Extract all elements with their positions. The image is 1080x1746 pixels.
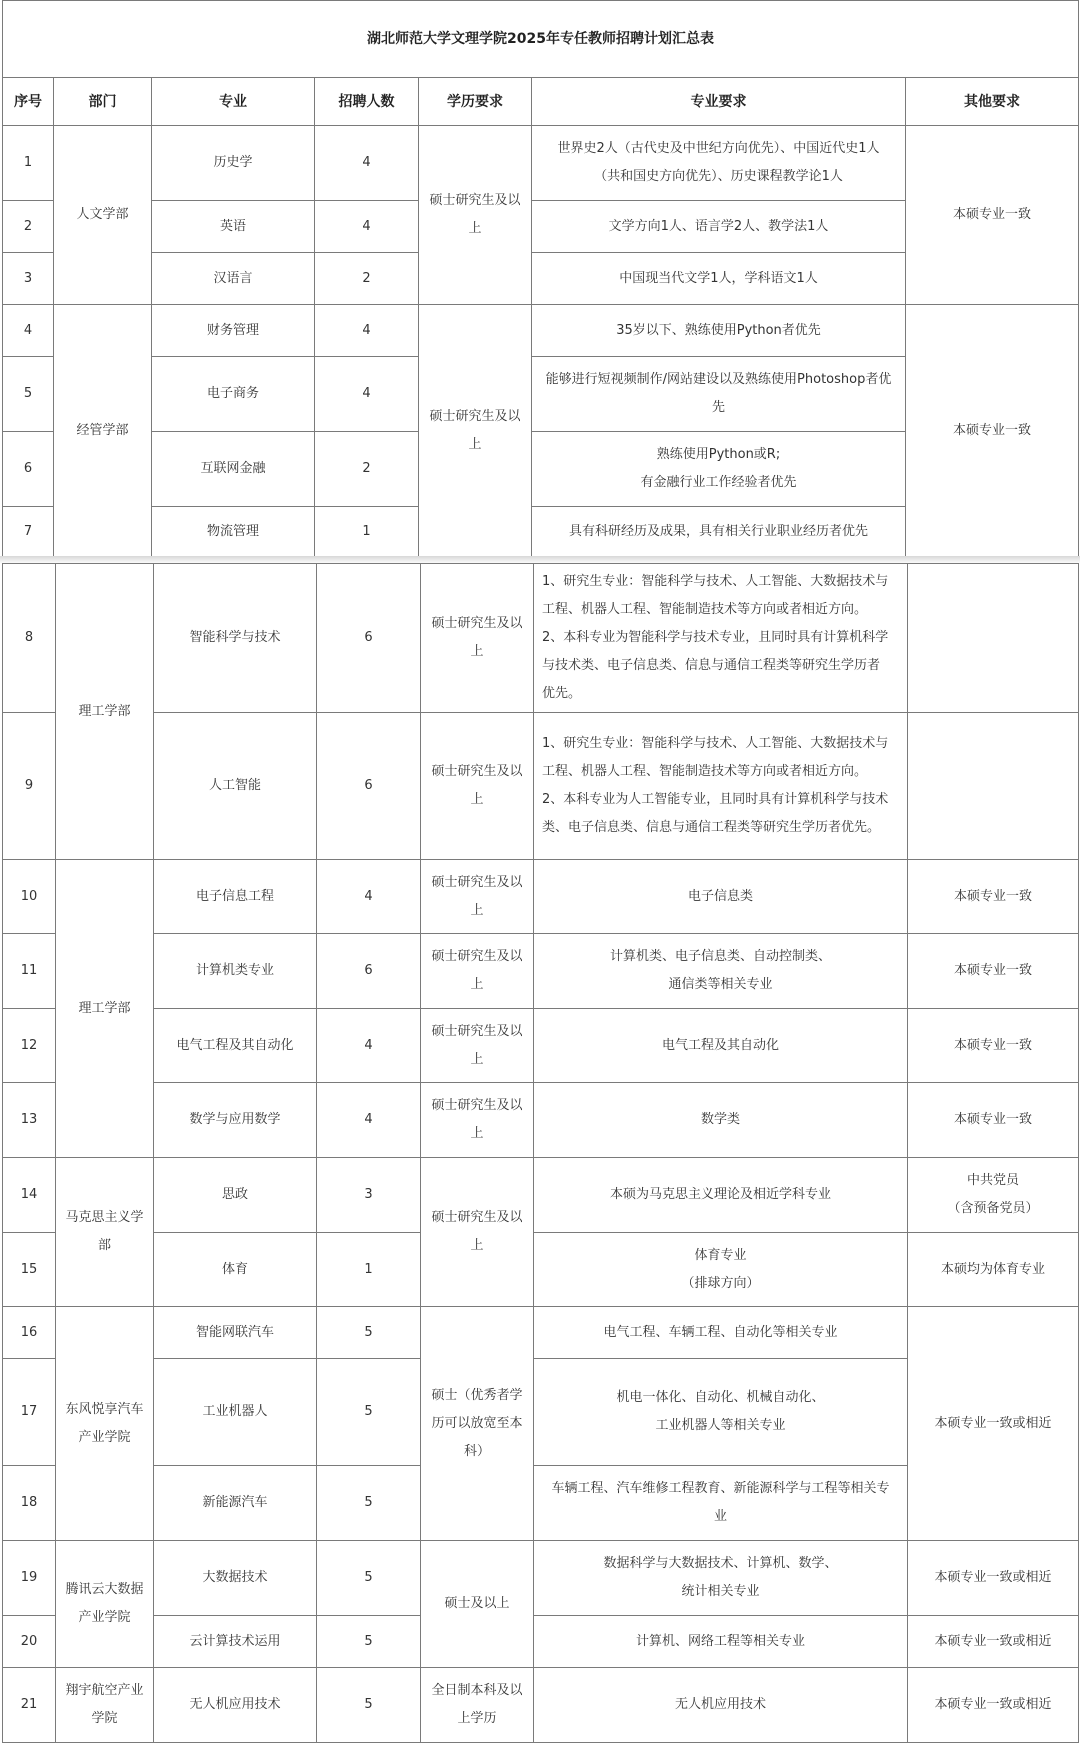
row-no: 13: [3, 1083, 56, 1158]
header-other-req: 其他要求: [906, 78, 1079, 126]
education-cell: 硕士研究生及以 上: [421, 934, 534, 1009]
major-req-cell: 无人机应用技术: [534, 1668, 908, 1743]
dept-cell: 腾讯云大数据 产业学院: [56, 1541, 154, 1668]
other-req-cell: 本硕专业一致: [908, 934, 1079, 1009]
other-req-cell: 本硕专业一致: [906, 305, 1079, 558]
dept-cell: 东风悦享汽车 产业学院: [56, 1307, 154, 1541]
count-cell: 1: [317, 1233, 421, 1307]
other-req-cell: [908, 713, 1079, 860]
dept-cell: 翔宇航空产业 学院: [56, 1668, 154, 1743]
count-cell: 6: [317, 934, 421, 1009]
row-no: 19: [3, 1541, 56, 1616]
major-req-cell: 35岁以下、熟练使用Python者优先: [532, 305, 906, 357]
row-no: 16: [3, 1307, 56, 1359]
row-no: 8: [3, 564, 56, 713]
row-no: 2: [3, 201, 54, 253]
other-req-cell: 本硕专业一致: [908, 860, 1079, 934]
other-req-cell: 本硕专业一致或相近: [908, 1307, 1079, 1541]
count-cell: 5: [317, 1359, 421, 1466]
major-cell: 新能源汽车: [154, 1466, 317, 1541]
table-row: [3, 1616, 1079, 1668]
row-no: 5: [3, 357, 54, 432]
dept-cell: 理工学部: [56, 860, 154, 1158]
other-req-cell: 本硕专业一致: [908, 1083, 1079, 1158]
table-row: [3, 1307, 1079, 1359]
count-cell: 4: [317, 1083, 421, 1158]
header-no: 序号: [3, 78, 54, 126]
row-no: 12: [3, 1009, 56, 1083]
major-cell: 智能网联汽车: [154, 1307, 317, 1359]
major-req-cell: 本硕为马克思主义理论及相近学科专业: [534, 1158, 908, 1233]
other-req-cell: 本硕专业一致或相近: [908, 1541, 1079, 1616]
row-no: 17: [3, 1359, 56, 1466]
row-no: 4: [3, 305, 54, 357]
other-req-cell: 本硕均为体育专业: [908, 1233, 1079, 1307]
major-req-cell: 电子信息类: [534, 860, 908, 934]
table-row: [3, 934, 1079, 1009]
header-dept: 部门: [54, 78, 152, 126]
education-cell: 硕士及以上: [421, 1541, 534, 1668]
count-cell: 3: [317, 1158, 421, 1233]
education-cell: 硕士研究生及以 上: [421, 713, 534, 860]
education-cell: 硕士研究生及以 上: [421, 860, 534, 934]
major-req-cell: 电气工程及其自动化: [534, 1009, 908, 1083]
table-title: 湖北师范大学文理学院2025年专任教师招聘计划汇总表: [3, 1, 1079, 78]
major-cell: 英语: [152, 201, 315, 253]
major-cell: 体育: [154, 1233, 317, 1307]
education-cell: 硕士研究生及以 上: [419, 305, 532, 558]
major-cell: 工业机器人: [154, 1359, 317, 1466]
education-cell: 硕士研究生及以 上: [421, 564, 534, 713]
row-no: 1: [3, 126, 54, 201]
major-cell: 财务管理: [152, 305, 315, 357]
count-cell: 4: [315, 357, 419, 432]
header-education: 学历要求: [419, 78, 532, 126]
major-req-cell: 车辆工程、汽车维修工程教育、新能源科学与工程等相关专 业: [534, 1466, 908, 1541]
dept-cell: 马克思主义学 部: [56, 1158, 154, 1307]
dept-cell: 理工学部: [56, 564, 154, 860]
count-cell: 4: [315, 126, 419, 201]
major-req-cell: 计算机、网络工程等相关专业: [534, 1616, 908, 1668]
major-cell: 大数据技术: [154, 1541, 317, 1616]
dept-cell: 人文学部: [54, 126, 152, 305]
table-row: [3, 1158, 1079, 1233]
major-req-cell: 具有科研经历及成果，具有相关行业职业经历者优先: [532, 507, 906, 558]
row-no: 10: [3, 860, 56, 934]
row-no: 20: [3, 1616, 56, 1668]
count-cell: 4: [317, 1009, 421, 1083]
count-cell: 1: [315, 507, 419, 558]
table-row: [3, 1083, 1079, 1158]
major-cell: 无人机应用技术: [154, 1668, 317, 1743]
count-cell: 2: [315, 432, 419, 507]
other-req-cell: 中共党员 （含预备党员）: [908, 1158, 1079, 1233]
count-cell: 4: [315, 305, 419, 357]
count-cell: 6: [317, 713, 421, 860]
major-cell: 电子信息工程: [154, 860, 317, 934]
row-no: 6: [3, 432, 54, 507]
major-req-cell: 体育专业 （排球方向）: [534, 1233, 908, 1307]
row-no: 15: [3, 1233, 56, 1307]
other-req-cell: [908, 564, 1079, 713]
other-req-cell: 本硕专业一致或相近: [908, 1668, 1079, 1743]
major-req-cell: 数据科学与大数据技术、计算机、数学、 统计相关专业: [534, 1541, 908, 1616]
recruitment-table-part-2: [2, 563, 1079, 1743]
table-row: [3, 564, 1079, 713]
table-row: [3, 1541, 1079, 1616]
table-row: [3, 305, 1079, 357]
major-cell: 互联网金融: [152, 432, 315, 507]
other-req-cell: 本硕专业一致: [908, 1009, 1079, 1083]
major-cell: 数学与应用数学: [154, 1083, 317, 1158]
table-row: [3, 126, 1079, 201]
row-no: 9: [3, 713, 56, 860]
major-req-cell: 机电一体化、自动化、机械自动化、 工业机器人等相关专业: [534, 1359, 908, 1466]
major-cell: 计算机类专业: [154, 934, 317, 1009]
major-req-cell: 计算机类、电子信息类、自动控制类、 通信类等相关专业: [534, 934, 908, 1009]
education-cell: 硕士研究生及以 上: [419, 126, 532, 305]
major-cell: 云计算技术运用: [154, 1616, 317, 1668]
header-count: 招聘人数: [315, 78, 419, 126]
dept-cell: 经管学部: [54, 305, 152, 558]
major-req-cell: 电气工程、车辆工程、自动化等相关专业: [534, 1307, 908, 1359]
education-cell: 硕士研究生及以 上: [421, 1083, 534, 1158]
major-cell: 人工智能: [154, 713, 317, 860]
major-cell: 历史学: [152, 126, 315, 201]
education-cell: 全日制本科及以 上学历: [421, 1668, 534, 1743]
table-row: [3, 1233, 1079, 1307]
row-no: 14: [3, 1158, 56, 1233]
major-req-cell: 熟练使用Python或R; 有金融行业工作经验者优先: [532, 432, 906, 507]
count-cell: 5: [317, 1616, 421, 1668]
recruitment-table-part-1: [2, 0, 1079, 558]
count-cell: 5: [317, 1307, 421, 1359]
major-req-cell: 1、研究生专业：智能科学与技术、人工智能、大数据技术与 工程、机器人工程、智能制造技术等方向或者相近方向。 2、本科专业为智能科学与技术专业，且同时具有计算机科学 与技术类、电子信息类、信息与通信工程类等研究生学历者 优先。: [534, 564, 908, 713]
major-req-cell: 1、研究生专业：智能科学与技术、人工智能、大数据技术与 工程、机器人工程、智能制造技术等方向或者相近方向。 2、本科专业为人工智能专业，且同时具有计算机科学与技术 类、电子信息类、信息与通信工程类等研究生学历者优先。: [534, 713, 908, 860]
count-cell: 5: [317, 1541, 421, 1616]
count-cell: 4: [315, 201, 419, 253]
major-req-cell: 文学方向1人、语言学2人、教学法1人: [532, 201, 906, 253]
row-no: 11: [3, 934, 56, 1009]
count-cell: 5: [317, 1668, 421, 1743]
table-row: [3, 860, 1079, 934]
major-req-cell: 中国现当代文学1人，学科语文1人: [532, 253, 906, 305]
row-no: 18: [3, 1466, 56, 1541]
major-cell: 汉语言: [152, 253, 315, 305]
major-req-cell: 世界史2人（古代史及中世纪方向优先）、中国近代史1人 （共和国史方向优先）、历史课程教学论1人: [532, 126, 906, 201]
header-major-req: 专业要求: [532, 78, 906, 126]
count-cell: 5: [317, 1466, 421, 1541]
other-req-cell: 本硕专业一致: [906, 126, 1079, 305]
row-no: 3: [3, 253, 54, 305]
major-cell: 物流管理: [152, 507, 315, 558]
education-cell: 硕士研究生及以 上: [421, 1009, 534, 1083]
major-cell: 电子商务: [152, 357, 315, 432]
count-cell: 2: [315, 253, 419, 305]
major-req-cell: 数学类: [534, 1083, 908, 1158]
major-cell: 思政: [154, 1158, 317, 1233]
education-cell: 硕士研究生及以 上: [421, 1158, 534, 1307]
row-no: 21: [3, 1668, 56, 1743]
table-row: [3, 713, 1079, 860]
count-cell: 4: [317, 860, 421, 934]
count-cell: 6: [317, 564, 421, 713]
row-no: 7: [3, 507, 54, 558]
header-major: 专业: [152, 78, 315, 126]
education-cell: 硕士（优秀者学 历可以放宽至本 科）: [421, 1307, 534, 1541]
header-row: [3, 78, 1079, 126]
table-row: [3, 1009, 1079, 1083]
major-req-cell: 能够进行短视频制作/网站建设以及熟练使用Photoshop者优 先: [532, 357, 906, 432]
major-cell: 智能科学与技术: [154, 564, 317, 713]
other-req-cell: 本硕专业一致或相近: [908, 1616, 1079, 1668]
major-cell: 电气工程及其自动化: [154, 1009, 317, 1083]
table-row: [3, 1668, 1079, 1743]
